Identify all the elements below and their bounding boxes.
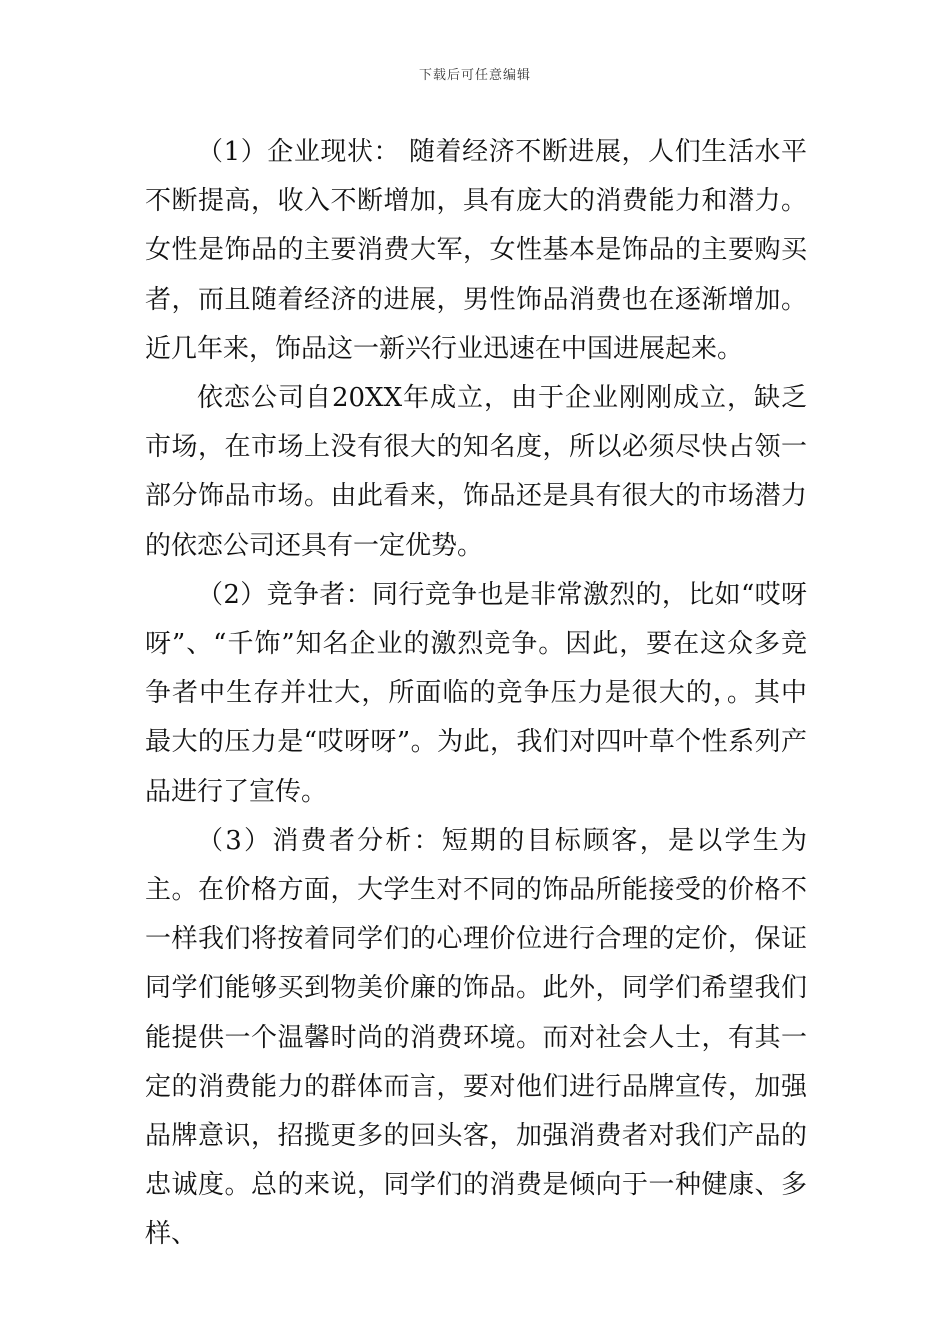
paragraph-company-background: 依恋公司自20XX年成立，由于企业刚刚成立，缺乏市场，在市场上没有很大的知名度，所以必须尽快占领一部分饰品市场。由此看来，饰品还是具有很大的市场潜力的依恋公司还具有一定优势。	[145, 383, 807, 561]
paragraph-consumer-analysis: （3）消费者分析：短期的目标顾客，是以学生为主。在价格方面，大学生对不同的饰品所能接受的价格不一样我们将按着同学们的心理价位进行合理的定价，保证同学们能够买到物美价廉的饰品。此外，同学们希望我们能提供一个温馨时尚的消费环境。而对社会人士，有其一定的消费能力的群体而言，要对他们进行品牌宣传，加强品牌意识，招揽更多的回头客，加强消费者对我们产品的忠诚度。总的来说，同学们的消费是倾向于一种健康、多样、	[145, 825, 807, 1250]
document-body	[145, 128, 807, 1260]
paragraph-enterprise-status: （1）企业现状： 随着经济不断进展，人们生活水平不断提高，收入不断增加，具有庞大的消费能力和潜力。女性是饰品的主要消费大军，女性基本是饰品的主要购买者，而且随着经济的进展，男性饰品消费也在逐渐增加。近几年来，饰品这一新兴行业迅速在中国进展起来。	[145, 137, 807, 364]
page-header: 下载后可任意编辑	[418, 68, 531, 83]
paragraph-competitors: （2）竞争者：同行竞争也是非常激烈的，比如“哎呀呀”、“千饰”知名企业的激烈竞争。因此，要在这众多竞争者中生存并壮大，所面临的竞争压力是很大的，。其中最大的压力是“哎呀呀”。为此，我们对四叶草个性系列产品进行了宣传。	[145, 579, 807, 807]
